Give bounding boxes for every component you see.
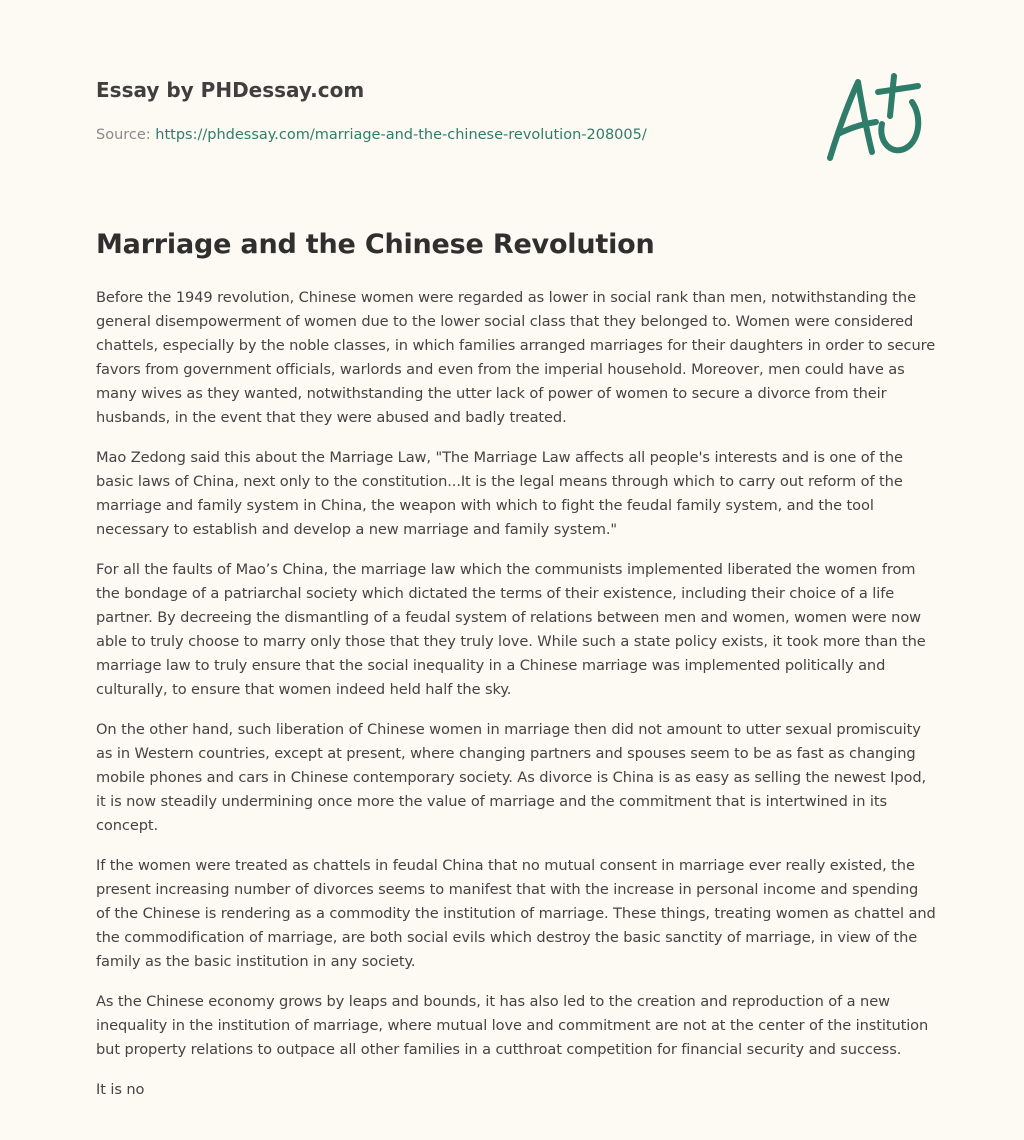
a-plus-logo-graphic <box>820 70 930 165</box>
essay-header <box>96 76 936 176</box>
essay-title: Marriage and the Chinese Revolution <box>96 229 655 260</box>
paragraph: Before the 1949 revolution, Chinese women were regarded as lower in social rank than men, notwithstanding the general disempowerment of women due to the lower social class that they belonged to. Women were considered chattels, especially by the noble classes, in which families arranged marriages for their daughters in order to secure favors from government officials, warlords and even from the imperial household. Moreover, men could have as many wives as they wanted, notwithstanding the utter lack of power of women to secure a divorce from their husbands, in the event that they were abused and badly treated. <box>96 289 936 426</box>
paragraph: As the Chinese economy grows by leaps and bounds, it has also led to the creation and reproduction of a new inequality in the institution of marriage, where mutual love and commitment are not at the center of the institution but property relations to outpace all other families in a cutthroat competition for financial security and success. <box>96 993 929 1058</box>
source-line <box>96 125 936 145</box>
a-plus-logo-icon <box>820 70 930 165</box>
source-link[interactable]: https://phdessay.com/marriage-and-the-chinese-revolution-208005/ <box>155 127 647 143</box>
paragraph: Mao Zedong said this about the Marriage Law, "The Marriage Law affects all people's interests and is one of the basic laws of China, next only to the constitution...It is the legal means through which to carry out reform of the marriage and family system in China, the weapon with which to fight the feudal family system, and the tool necessary to establish and develop a new marriage and family system." <box>96 449 903 538</box>
brand-title: Essay by PHDessay.com <box>96 78 365 102</box>
paragraph: On the other hand, such liberation of Chinese women in marriage then did not amount to utter sexual promiscuity as in Western countries, except at present, where changing partners and spouses seem to be as fast as changing mobile phones and cars in Chinese contemporary society. As divorce is China is as easy as selling the newest Ipod, it is now steadily undermining once more the value of marriage and the commitment that is intertwined in its concept. <box>96 721 927 834</box>
source-label: Source: <box>96 127 156 143</box>
paragraph: It is no <box>96 1081 145 1098</box>
paragraph: If the women were treated as chattels in feudal China that no mutual consent in marriage ever really existed, the present increasing number of divorces seems to manifest that with the increase in personal income and spending of the Chinese is rendering as a commodity the institution of marriage. These things, treating women as chattel and the commodification of marriage, are both social evils which destroy the basic sanctity of marriage, in view of the family as the basic institution in any society. <box>96 857 936 970</box>
paragraph: For all the faults of Mao’s China, the marriage law which the communists implemented liberated the women from the bondage of a patriarchal society which dictated the terms of their existence, including their choice of a life partner. By decreeing the dismantling of a feudal system of relations between men and women, women were now able to truly choose to marry only those that they truly love. While such a state policy exists, it took more than the marriage law to truly ensure that the social inequality in a Chinese marriage was implemented politically and culturally, to ensure that women indeed held half the sky. <box>96 561 926 698</box>
essay-body <box>96 286 936 1118</box>
